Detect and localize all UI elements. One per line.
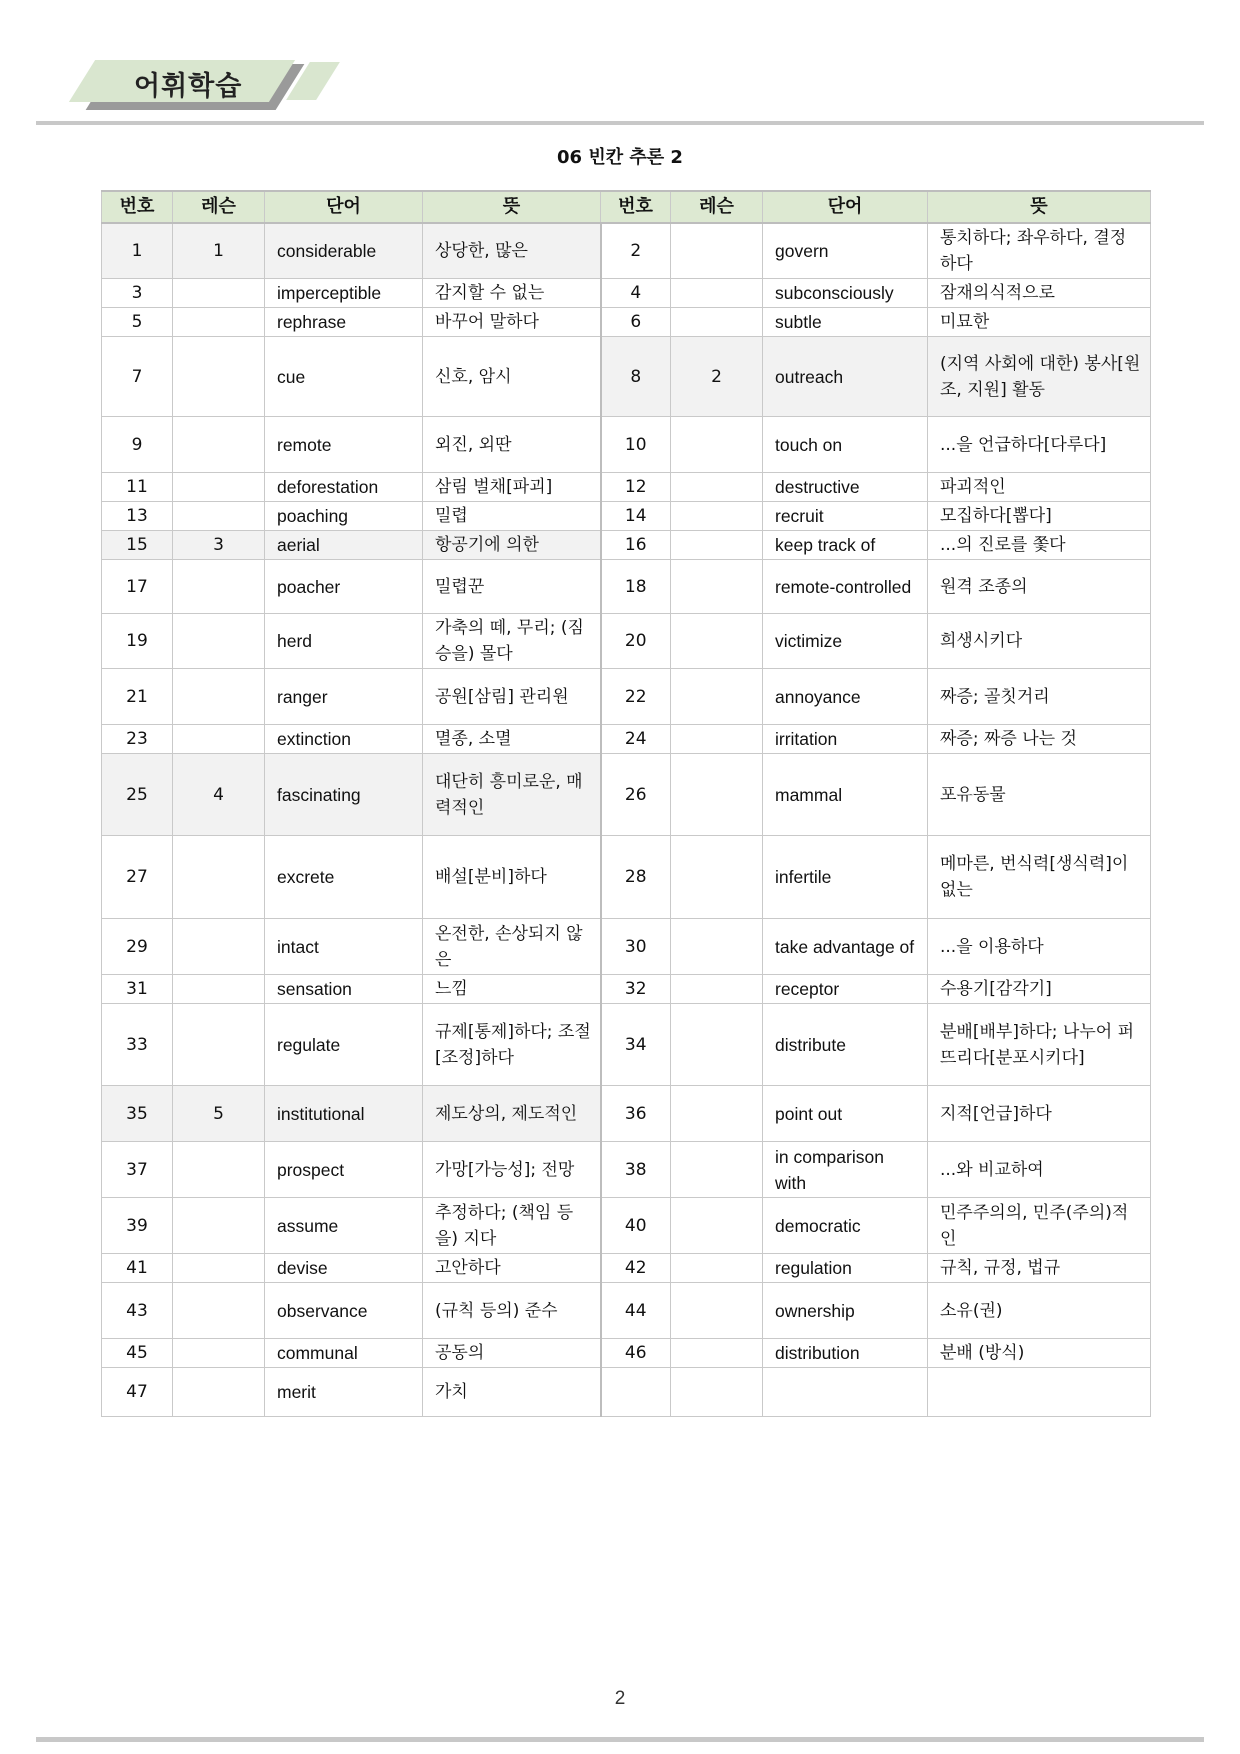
entry-lesson [173,1142,265,1198]
entry-number: 21 [102,669,173,725]
entry-lesson [173,1254,265,1283]
entry-number: 47 [102,1368,173,1417]
entry-lesson [173,308,265,337]
entry-word: excrete [265,836,423,919]
table-row [102,975,1151,1004]
table-row [102,919,1151,975]
entry-lesson [173,417,265,473]
entry-meaning: 지적[언급]하다 [928,1086,1151,1142]
entry-lesson [173,337,265,417]
entry-word: intact [265,919,423,975]
table-row [102,473,1151,502]
entry-lesson: 5 [173,1086,265,1142]
entry-word: merit [265,1368,423,1417]
entry-lesson: 1 [173,223,265,279]
table-row [102,502,1151,531]
header-word: 단어 [265,191,423,223]
table-row [102,836,1151,919]
entry-number: 2 [601,223,671,279]
table-row [102,614,1151,669]
entry-word: distribute [763,1004,928,1086]
entry-word: considerable [265,223,423,279]
entry-meaning: 상당한, 많은 [423,223,601,279]
entry-number: 29 [102,919,173,975]
entry-word: observance [265,1283,423,1339]
page-number: 2 [614,1688,626,1709]
entry-lesson [173,1339,265,1368]
entry-number: 5 [102,308,173,337]
entry-meaning: 신호, 암시 [423,337,601,417]
entry-number: 39 [102,1198,173,1254]
entry-number: 6 [601,308,671,337]
entry-lesson [671,1004,763,1086]
entry-number: 25 [102,754,173,836]
entry-lesson [671,614,763,669]
entry-word: democratic [763,1198,928,1254]
entry-word: point out [763,1086,928,1142]
table-row [102,531,1151,560]
entry-number: 32 [601,975,671,1004]
entry-number: 28 [601,836,671,919]
entry-meaning: 제도상의, 제도적인 [423,1086,601,1142]
header-number: 번호 [102,191,173,223]
entry-lesson [173,279,265,308]
entry-lesson [671,754,763,836]
entry-word: outreach [763,337,928,417]
entry-number: 24 [601,725,671,754]
entry-lesson [671,1086,763,1142]
entry-meaning: 외진, 외딴 [423,417,601,473]
entry-meaning: 파괴적인 [928,473,1151,502]
entry-meaning: 규제[통제]하다; 조절[조정]하다 [423,1004,601,1086]
table-row [102,1142,1151,1198]
entry-word: fascinating [265,754,423,836]
entry-number: 41 [102,1254,173,1283]
entry-word: irritation [763,725,928,754]
entry-word: touch on [763,417,928,473]
header-lesson: 레슨 [671,191,763,223]
table-row [102,308,1151,337]
entry-meaning: ...와 비교하여 [928,1142,1151,1198]
entry-lesson [173,1198,265,1254]
entry-number: 19 [102,614,173,669]
entry-meaning [928,1368,1151,1417]
entry-word: remote-controlled [763,560,928,614]
entry-number: 23 [102,725,173,754]
entry-number [601,1368,671,1417]
entry-number: 40 [601,1198,671,1254]
entry-lesson [173,725,265,754]
entry-number: 15 [102,531,173,560]
entry-number: 30 [601,919,671,975]
entry-number: 1 [102,223,173,279]
entry-lesson [671,725,763,754]
entry-meaning: 배설[분비]하다 [423,836,601,919]
entry-word: regulation [763,1254,928,1283]
table-row [102,1254,1151,1283]
entry-meaning: 항공기에 의한 [423,531,601,560]
entry-number: 45 [102,1339,173,1368]
entry-number: 14 [601,502,671,531]
entry-lesson [671,1142,763,1198]
entry-word: ownership [763,1283,928,1339]
entry-lesson: 2 [671,337,763,417]
entry-word: sensation [265,975,423,1004]
entry-lesson [671,308,763,337]
entry-word: prospect [265,1142,423,1198]
entry-word: mammal [763,754,928,836]
entry-lesson [671,560,763,614]
entry-lesson [173,502,265,531]
entry-number: 35 [102,1086,173,1142]
entry-lesson [173,919,265,975]
entry-meaning: 미묘한 [928,308,1151,337]
section-tag [64,50,364,116]
entry-meaning: ...의 진로를 쫓다 [928,531,1151,560]
entry-meaning: 희생시키다 [928,614,1151,669]
entry-word: govern [763,223,928,279]
entry-meaning: 감지할 수 없는 [423,279,601,308]
entry-meaning: ...을 언급하다[다루다] [928,417,1151,473]
entry-lesson [671,669,763,725]
entry-meaning: 바꾸어 말하다 [423,308,601,337]
entry-lesson [173,669,265,725]
entry-meaning: 고안하다 [423,1254,601,1283]
entry-meaning: 공동의 [423,1339,601,1368]
entry-meaning: 분배 (방식) [928,1339,1151,1368]
entry-word: subconsciously [763,279,928,308]
entry-meaning: 공원[삼림] 관리원 [423,669,601,725]
table-row [102,754,1151,836]
entry-lesson [671,1198,763,1254]
entry-meaning: 메마른, 번식력[생식력]이 없는 [928,836,1151,919]
entry-number: 18 [601,560,671,614]
entry-meaning: 짜증; 짜증 나는 것 [928,725,1151,754]
entry-word: ranger [265,669,423,725]
entry-meaning: 짜증; 골칫거리 [928,669,1151,725]
entry-lesson [671,919,763,975]
table-body [102,223,1151,1417]
entry-meaning: 멸종, 소멸 [423,725,601,754]
entry-number: 36 [601,1086,671,1142]
entry-word: aerial [265,531,423,560]
entry-meaning: 대단히 흥미로운, 매력적인 [423,754,601,836]
entry-word: institutional [265,1086,423,1142]
entry-lesson [671,975,763,1004]
entry-number: 7 [102,337,173,417]
table-row [102,1198,1151,1254]
entry-word: take advantage of [763,919,928,975]
entry-number: 3 [102,279,173,308]
entry-number: 31 [102,975,173,1004]
top-rule [36,121,1204,125]
entry-meaning: 원격 조종의 [928,560,1151,614]
entry-word: imperceptible [265,279,423,308]
entry-meaning: 수용기[감각기] [928,975,1151,1004]
table-row [102,1283,1151,1339]
entry-number: 11 [102,473,173,502]
entry-meaning: 잠재의식적으로 [928,279,1151,308]
table-row [102,1004,1151,1086]
entry-word: poaching [265,502,423,531]
entry-number: 26 [601,754,671,836]
entry-number: 22 [601,669,671,725]
entry-word: victimize [763,614,928,669]
entry-meaning: 온전한, 손상되지 않은 [423,919,601,975]
entry-number: 13 [102,502,173,531]
entry-lesson [671,502,763,531]
entry-lesson [173,614,265,669]
entry-meaning: ...을 이용하다 [928,919,1151,975]
entry-word: receptor [763,975,928,1004]
entry-word: annoyance [763,669,928,725]
entry-word: herd [265,614,423,669]
entry-number: 20 [601,614,671,669]
table-row [102,1086,1151,1142]
entry-meaning: 모집하다[뽑다] [928,502,1151,531]
entry-number: 9 [102,417,173,473]
entry-meaning: 분배[배부]하다; 나누어 퍼뜨리다[분포시키다] [928,1004,1151,1086]
entry-meaning: 느낌 [423,975,601,1004]
table-row [102,417,1151,473]
entry-number: 4 [601,279,671,308]
table-row [102,669,1151,725]
entry-number: 27 [102,836,173,919]
entry-meaning: 가망[가능성]; 전망 [423,1142,601,1198]
entry-meaning: 소유(권) [928,1283,1151,1339]
entry-lesson [671,1254,763,1283]
entry-number: 17 [102,560,173,614]
entry-lesson [173,1368,265,1417]
header-number: 번호 [601,191,671,223]
entry-number: 43 [102,1283,173,1339]
entry-number: 10 [601,417,671,473]
document-title: 06 빈칸 추론 2 [557,147,683,168]
entry-word: regulate [265,1004,423,1086]
entry-lesson [671,417,763,473]
table-row [102,560,1151,614]
entry-word: distribution [763,1339,928,1368]
table-row [102,223,1151,279]
table-row [102,279,1151,308]
entry-number: 46 [601,1339,671,1368]
entry-lesson [671,1283,763,1339]
header-meaning: 뜻 [423,191,601,223]
header-word: 단어 [763,191,928,223]
entry-word: cue [265,337,423,417]
table-header-row [102,191,1151,223]
entry-word: remote [265,417,423,473]
entry-word: infertile [763,836,928,919]
entry-word: deforestation [265,473,423,502]
header-meaning: 뜻 [928,191,1151,223]
entry-word: subtle [763,308,928,337]
entry-lesson [173,473,265,502]
entry-word: communal [265,1339,423,1368]
entry-lesson [173,836,265,919]
table-row [102,1368,1151,1417]
section-tag-label: 어휘학습 [134,71,243,102]
entry-word: destructive [763,473,928,502]
entry-lesson [173,560,265,614]
entry-lesson: 3 [173,531,265,560]
entry-lesson [173,975,265,1004]
entry-meaning: 추정하다; (책임 등을) 지다 [423,1198,601,1254]
entry-meaning: 규칙, 규정, 법규 [928,1254,1151,1283]
entry-number: 12 [601,473,671,502]
entry-lesson: 4 [173,754,265,836]
entry-meaning: 포유동물 [928,754,1151,836]
table-row [102,337,1151,417]
entry-lesson [671,836,763,919]
entry-meaning: 가치 [423,1368,601,1417]
entry-number: 33 [102,1004,173,1086]
entry-word [763,1368,928,1417]
entry-meaning: 밀렵꾼 [423,560,601,614]
entry-meaning: 삼림 벌채[파괴] [423,473,601,502]
bottom-rule [36,1737,1204,1742]
entry-word: extinction [265,725,423,754]
entry-meaning: (규칙 등의) 준수 [423,1283,601,1339]
entry-lesson [173,1004,265,1086]
entry-meaning: (지역 사회에 대한) 봉사[원조, 지원] 활동 [928,337,1151,417]
entry-lesson [671,1368,763,1417]
entry-lesson [671,279,763,308]
entry-meaning: 밀렵 [423,502,601,531]
entry-word: devise [265,1254,423,1283]
entry-meaning: 가축의 떼, 무리; (짐승을) 몰다 [423,614,601,669]
entry-number: 37 [102,1142,173,1198]
entry-lesson [671,473,763,502]
vocabulary-table [101,190,1151,1417]
entry-meaning: 통치하다; 좌우하다, 결정하다 [928,223,1151,279]
entry-lesson [671,223,763,279]
entry-number: 38 [601,1142,671,1198]
entry-number: 16 [601,531,671,560]
header-lesson: 레슨 [173,191,265,223]
table-row [102,1339,1151,1368]
entry-lesson [671,1339,763,1368]
entry-word: poacher [265,560,423,614]
entry-number: 42 [601,1254,671,1283]
entry-word: keep track of [763,531,928,560]
table-row [102,725,1151,754]
entry-word: rephrase [265,308,423,337]
entry-meaning: 민주주의의, 민주(주의)적인 [928,1198,1151,1254]
entry-number: 8 [601,337,671,417]
entry-number: 34 [601,1004,671,1086]
entry-word: in comparison with [763,1142,928,1198]
entry-word: assume [265,1198,423,1254]
entry-word: recruit [763,502,928,531]
entry-lesson [671,531,763,560]
entry-lesson [173,1283,265,1339]
entry-number: 44 [601,1283,671,1339]
